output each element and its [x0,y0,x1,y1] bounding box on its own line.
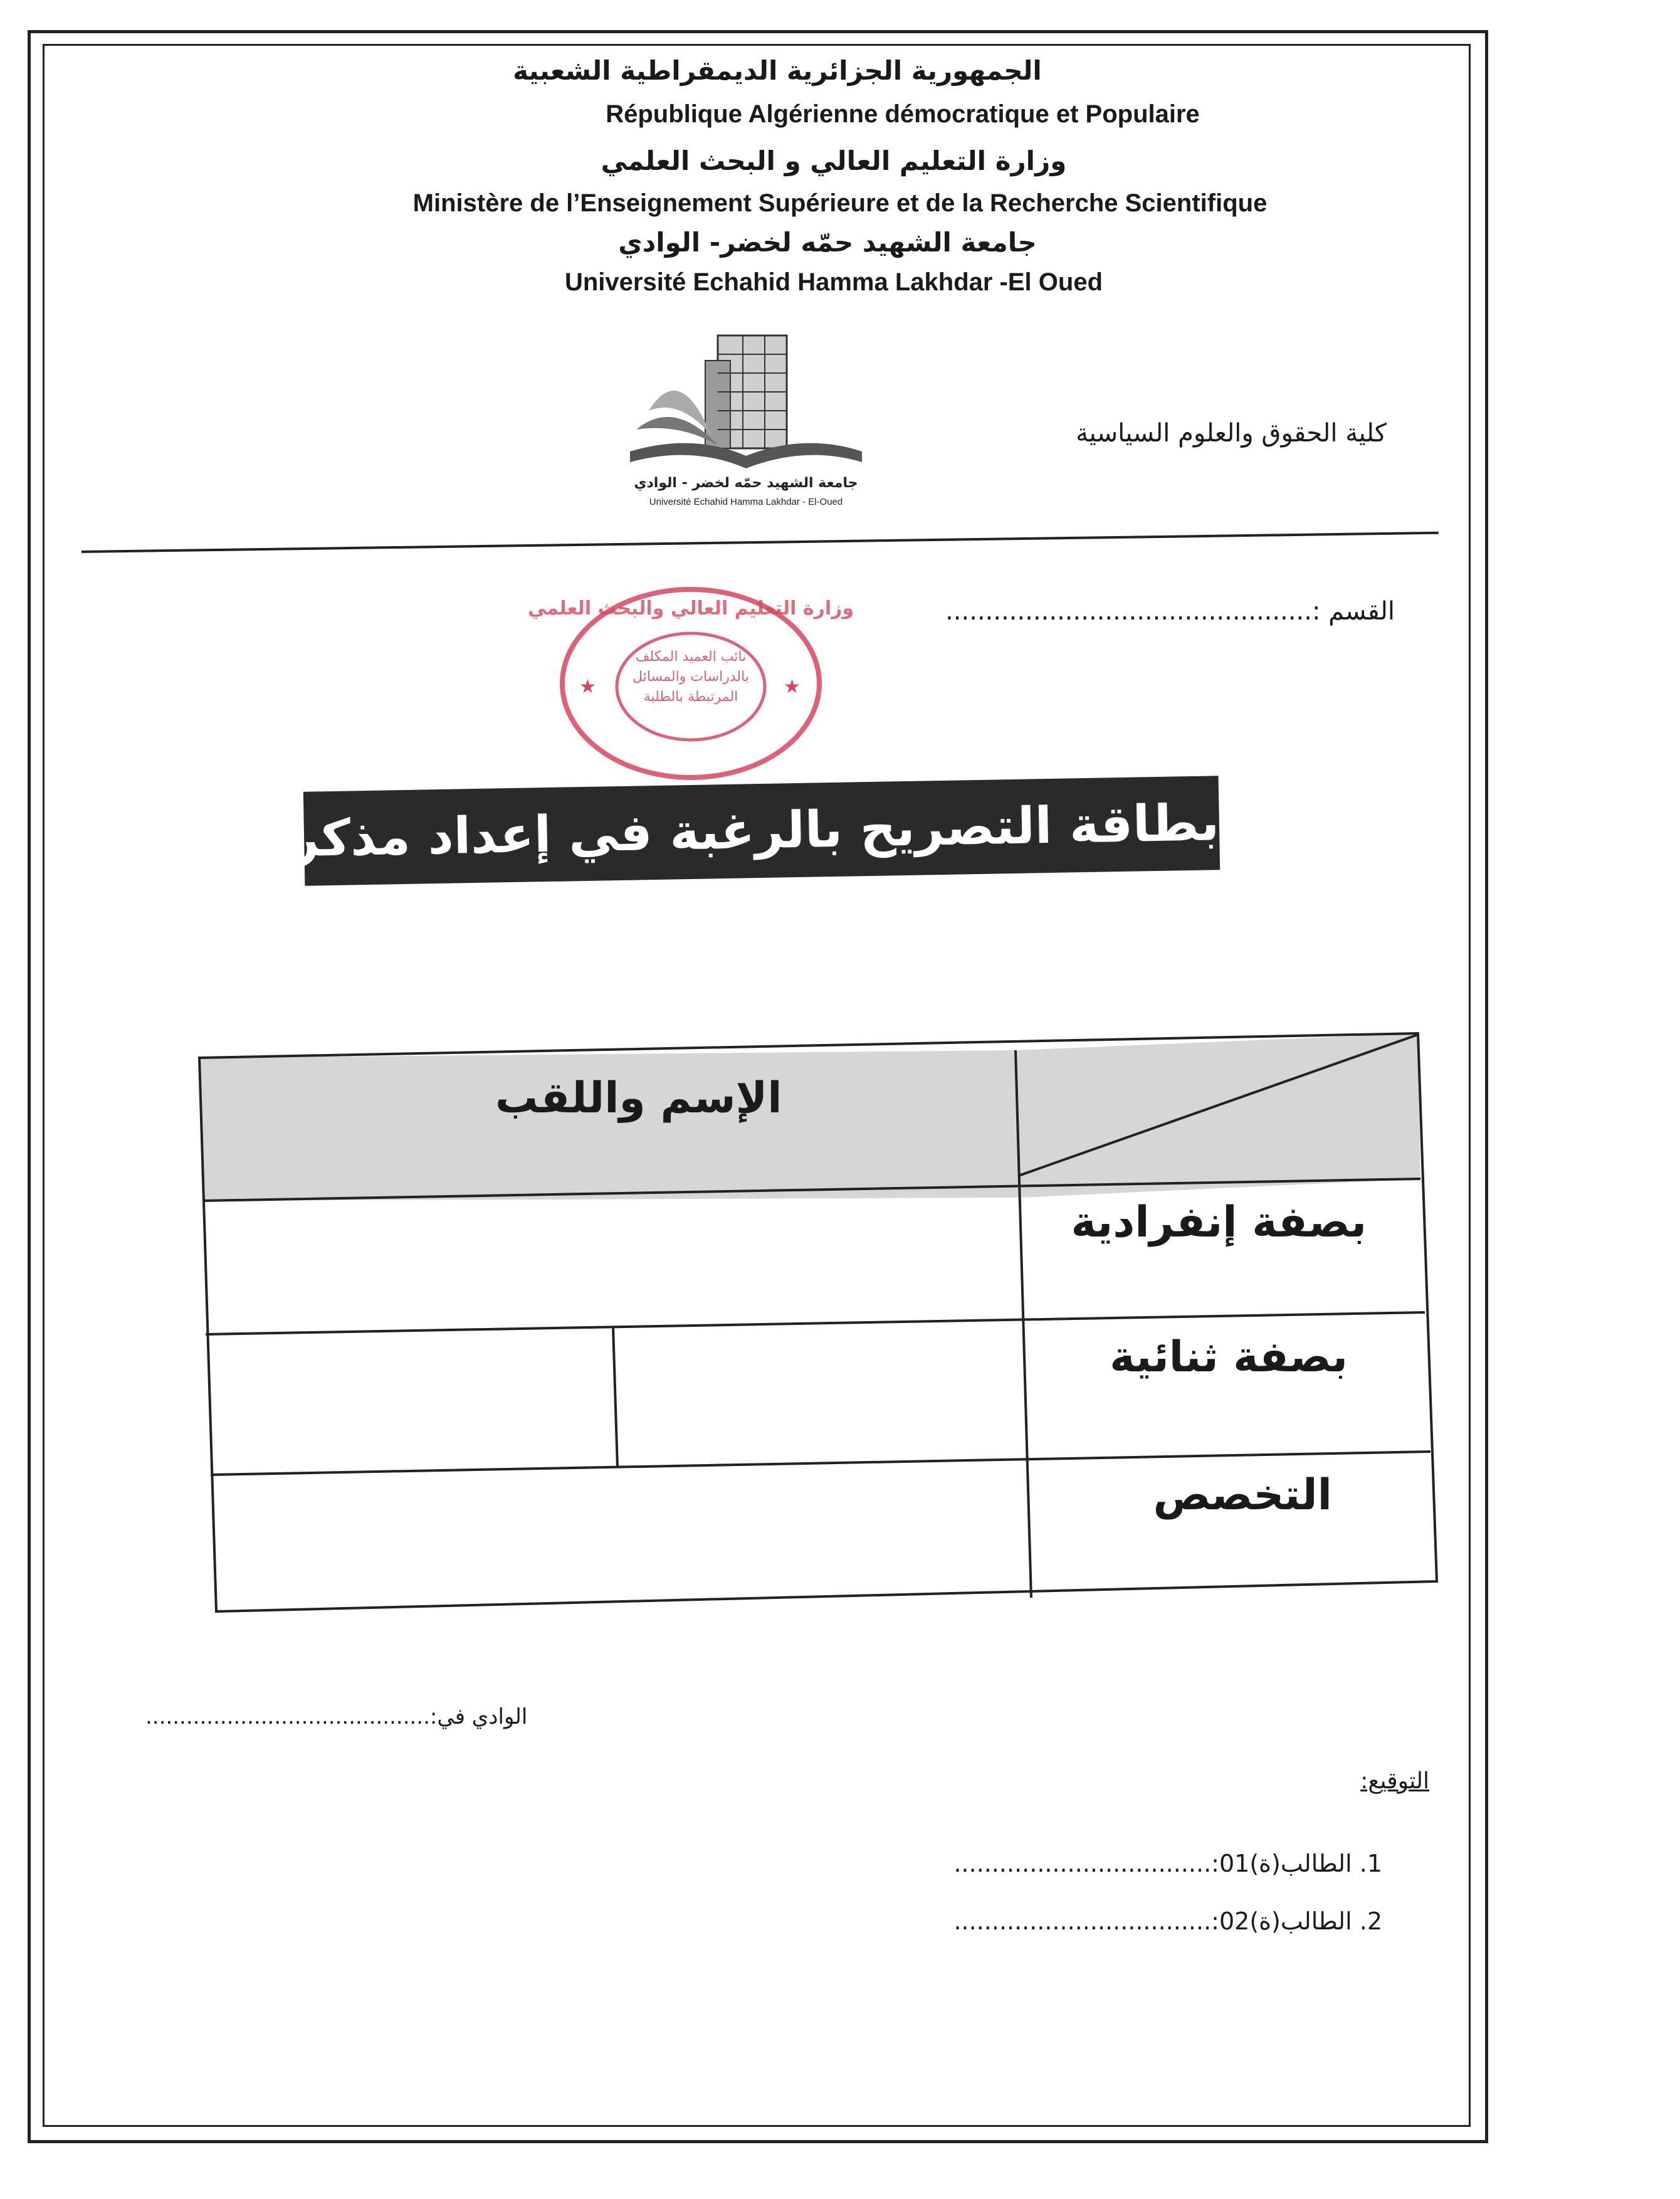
svg-text:★: ★ [579,676,596,698]
logo-caption-arabic: جامعة الشهيد حمّه لخضر - الوادي [634,475,858,491]
row-label-pair: بصفة ثنائية [1110,1332,1348,1382]
student-2-field: 2. الطالب(ة)02:.................................. [953,1907,1382,1935]
department-field: القسم :.............................................. [945,597,1395,626]
faculty-name: كلية الحقوق والعلوم السياسية [1076,419,1387,448]
column-header-name: الإسم واللقب [495,1073,782,1123]
document-title: بطاقة التصريح بالرغبة في إعداد مذكرة التخرج [303,776,1220,885]
republic-french: République Algérienne démocratique et Populaire [606,100,1200,128]
row-label-specialty: التخصص [1153,1470,1332,1520]
ministry-french: Ministère de l’Enseignement Supérieure et de la Recherche Scientifique [412,189,1268,217]
signature-label: التوقيع: [1360,1768,1429,1794]
row-label-individual: بصفة إنفرادية [1071,1198,1367,1247]
university-french: Université Echahid Hamma Lakhdar -El Oued [564,268,1103,296]
place-date-field: الوادي في:.......................................... [145,1704,528,1729]
republic-arabic: الجمهورية الجزائرية الديمقراطية الشعبية [513,55,1042,86]
student-1-field: 1. الطالب(ة)01:.................................. [953,1850,1382,1877]
ministry-arabic: وزارة التعليم العالي و البحث العلمي [601,145,1067,176]
stamp-center-text: نائب العميد المكلف بالدراسات والمسائل المرتبطة بالطلبة [633,649,749,705]
logo-caption-french: Université Echahid Hamma Lakhdar - El-Oued [649,497,843,507]
svg-text:★: ★ [784,676,801,698]
stamp-ring-text: وزارة التعليم العالي والبحث العلمي [527,598,854,620]
university-arabic: جامعة الشهيد حمّه لخضر- الوادي [618,227,1037,258]
table-header-corner-cell [1016,1033,1420,1198]
table-header-name-cell [199,1050,1019,1201]
